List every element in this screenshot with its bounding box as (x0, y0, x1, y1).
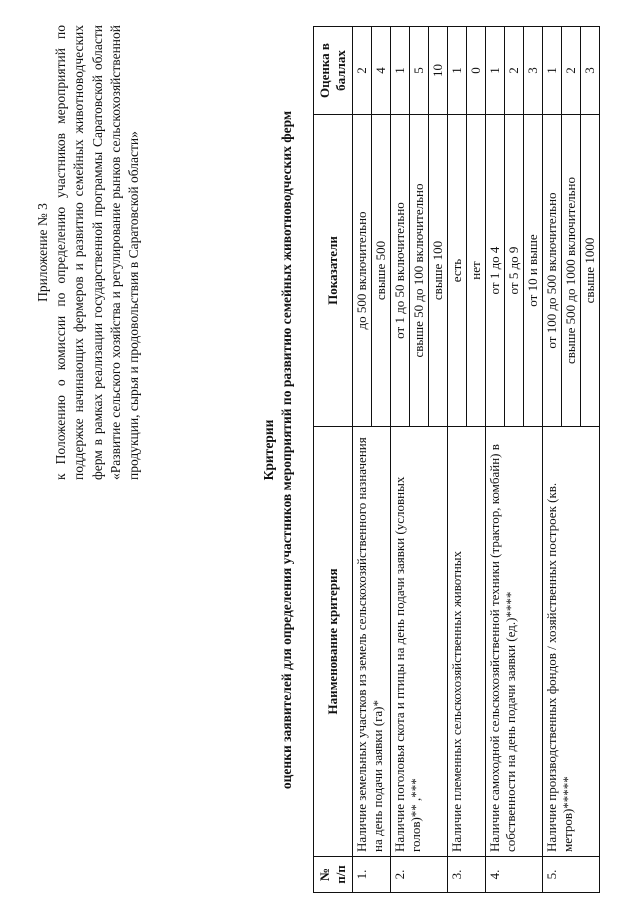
row-score: 1 (448, 27, 467, 115)
row-criterion: Наличие племенных сельскохозяйственных животных (448, 427, 486, 857)
annex-text: к Положению о комиссии по определению участников мероприятий по поддержке начинающих фермеров и развитию семейных животноводческих ферм в рамках реализации государственной программы Саратовской области «Развитие сельского хозяйства и регулирование рынков сельскохозяйственной продукции, сырья и продовольствия в Саратовской области» (53, 25, 142, 480)
header-indicators: Показатели (314, 115, 353, 427)
criteria-table (313, 26, 600, 893)
table-header-row (314, 27, 353, 893)
row-score: 10 (429, 27, 448, 115)
row-score: 3 (581, 27, 600, 115)
annex-block (34, 25, 143, 480)
row-criterion: Наличие производственных фондов / хозяйственных построек (кв. метров)***** (543, 427, 600, 857)
row-indicator: от 5 до 9 (505, 115, 524, 427)
row-indicator: свыше 1000 (581, 115, 600, 427)
row-num: 5. (543, 857, 600, 893)
row-num: 1. (353, 857, 391, 893)
row-score: 2 (353, 27, 372, 115)
row-criterion: Наличие поголовья скота и птицы на день подачи заявки (условных голов)** ,*** (391, 427, 448, 857)
header-score: Оценка в баллах (314, 27, 353, 115)
table-row (353, 27, 372, 893)
row-num: 3. (448, 857, 486, 893)
row-num: 4. (486, 857, 543, 893)
row-indicator: свыше 500 до 1000 включительно (562, 115, 581, 427)
row-indicator: есть (448, 115, 467, 427)
row-indicator: от 100 до 500 включительно (543, 115, 562, 427)
row-score: 1 (543, 27, 562, 115)
row-score: 1 (391, 27, 410, 115)
row-score: 1 (486, 27, 505, 115)
row-indicator: свыше 500 (372, 115, 391, 427)
row-indicator: свыше 50 до 100 включительно (410, 115, 429, 427)
criteria-heading: Критерии (261, 419, 276, 481)
table-row (486, 27, 505, 893)
table-row (543, 27, 562, 893)
header-name: Наименование критерия (314, 427, 353, 857)
row-indicator: от 1 до 4 (486, 115, 505, 427)
table-row (391, 27, 410, 893)
annex-title: Приложение № 3 (35, 203, 50, 302)
row-indicator: от 1 до 50 включительно (391, 115, 410, 427)
row-num: 2. (391, 857, 448, 893)
row-indicator: нет (467, 115, 486, 427)
row-score: 2 (562, 27, 581, 115)
row-score: 5 (410, 27, 429, 115)
row-score: 0 (467, 27, 486, 115)
row-score: 4 (372, 27, 391, 115)
row-score: 3 (524, 27, 543, 115)
row-score: 2 (505, 27, 524, 115)
row-criterion: Наличие самоходной сельскохозяйственной техники (трактор, комбайн) в собственности на день подачи заявки (ед.)**** (486, 427, 543, 857)
row-indicator: до 500 включительно (353, 115, 372, 427)
header-num: № п/п (314, 857, 353, 893)
row-indicator: свыше 100 (429, 115, 448, 427)
table-row (448, 27, 467, 893)
criteria-subheading: оценки заявителей для определения участников мероприятий по развитию семейных животноводческих ферм (279, 110, 294, 790)
row-criterion: Наличие земельных участков из земель сельскохозяйственного назначения на день подачи заявки (га)* (353, 427, 391, 857)
row-indicator: от 10 и выше (524, 115, 543, 427)
